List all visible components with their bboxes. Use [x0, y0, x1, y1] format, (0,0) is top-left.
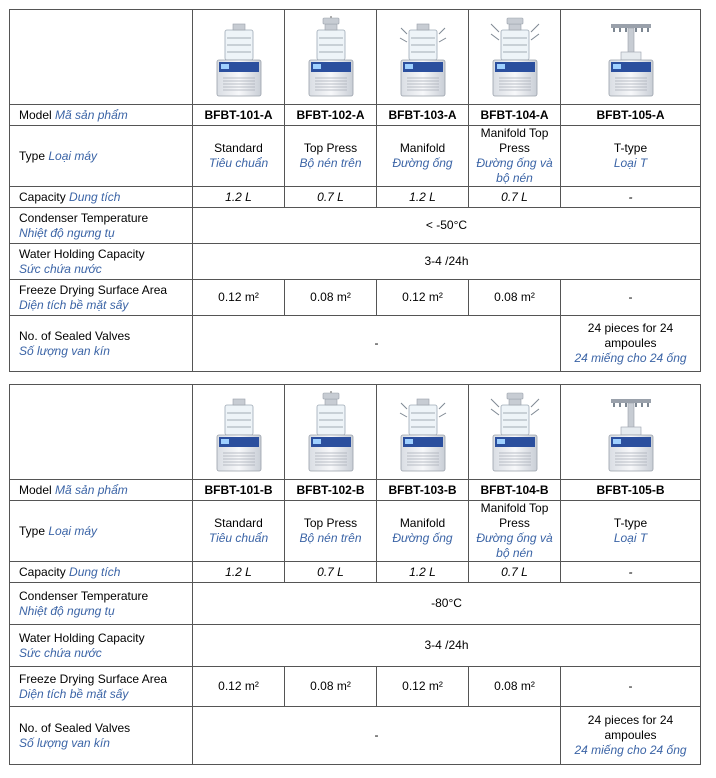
t-type-freeze-dryer-icon-graphic	[603, 391, 659, 473]
valves-row	[10, 707, 701, 765]
product-image-cell	[377, 10, 469, 105]
spec-table-a	[9, 9, 701, 372]
row-label	[10, 208, 193, 244]
label-vi: Sức chứa nước	[19, 261, 102, 276]
t-type-freeze-dryer-icon	[563, 391, 698, 473]
label-en: Model	[19, 482, 52, 497]
water-capacity-value: 3-4 /24h	[193, 244, 701, 280]
type-cell	[377, 126, 469, 187]
manifold-top-press-freeze-dryer-icon	[471, 16, 558, 98]
capacity-cell: 1.2 L	[193, 187, 285, 208]
label-vi: Mã sản phẩm	[55, 482, 128, 497]
capacity-cell: -	[561, 187, 701, 208]
water-row	[10, 244, 701, 280]
label-en: Type	[19, 148, 46, 163]
model-cell: BFBT-101-A	[193, 105, 285, 126]
model-cell: BFBT-105-A	[561, 105, 701, 126]
manifold-top-press-freeze-dryer-icon	[471, 391, 558, 473]
type-en: Manifold	[399, 516, 446, 530]
type-vi: Loại T	[613, 156, 648, 170]
product-image-cell	[561, 385, 701, 480]
capacity-row	[10, 187, 701, 208]
type-en: T-type	[613, 141, 648, 155]
area-cell: 0.08 m²	[469, 667, 561, 707]
type-en: Manifold Top Press	[480, 126, 549, 155]
type-cell	[469, 126, 561, 187]
label-vi: Loại máy	[48, 523, 98, 538]
top-press-freeze-dryer-icon-graphic	[303, 391, 359, 473]
row-label	[10, 126, 193, 187]
water-row	[10, 625, 701, 667]
label-vi: Mã sản phẩm	[55, 107, 128, 122]
type-row	[10, 126, 701, 187]
empty-corner-cell	[10, 10, 193, 105]
valves-common-value: -	[193, 316, 561, 372]
t-type-freeze-dryer-icon-graphic	[603, 16, 659, 98]
row-label	[10, 105, 193, 126]
condenser-row	[10, 583, 701, 625]
type-vi: Tiêu chuẩn	[208, 156, 269, 170]
product-image-cell	[469, 385, 561, 480]
capacity-cell: 1.2 L	[193, 562, 285, 583]
area-cell: 0.08 m²	[469, 280, 561, 316]
image-row	[10, 10, 701, 105]
type-en: Top Press	[303, 141, 358, 155]
label-vi: Dung tích	[69, 189, 121, 204]
label-en: Model	[19, 107, 52, 122]
type-vi: Đường ống và bộ nén	[476, 531, 553, 560]
label-vi: Số lượng van kín	[19, 735, 110, 750]
capacity-cell: 0.7 L	[285, 562, 377, 583]
valves-vi: 24 miếng cho 24 ống	[574, 743, 687, 757]
type-en: T-type	[613, 516, 648, 530]
model-cell: BFBT-105-B	[561, 480, 701, 501]
type-en: Standard	[214, 141, 263, 155]
capacity-cell: 0.7 L	[469, 562, 561, 583]
label-en: Type	[19, 523, 46, 538]
model-cell: BFBT-103-B	[377, 480, 469, 501]
spec-table-b	[9, 384, 701, 765]
condenser-temp-value: < -50°C	[193, 208, 701, 244]
type-cell	[561, 501, 701, 562]
type-en: Top Press	[303, 516, 358, 530]
standard-freeze-dryer-icon	[195, 16, 282, 98]
product-image-cell	[561, 10, 701, 105]
standard-freeze-dryer-icon-graphic	[211, 391, 267, 473]
standard-freeze-dryer-icon	[195, 391, 282, 473]
row-label	[10, 187, 193, 208]
row-label	[10, 280, 193, 316]
manifold-top-press-freeze-dryer-icon-graphic	[487, 16, 543, 98]
model-cell: BFBT-102-B	[285, 480, 377, 501]
row-label	[10, 501, 193, 562]
label-en: Water Holding Capacity	[19, 246, 145, 261]
area-cell: 0.12 m²	[193, 667, 285, 707]
manifold-freeze-dryer-icon-graphic	[395, 16, 451, 98]
capacity-cell: -	[561, 562, 701, 583]
label-en: Condenser Temperature	[19, 210, 149, 225]
condenser-row	[10, 208, 701, 244]
model-cell: BFBT-104-A	[469, 105, 561, 126]
model-row	[10, 480, 701, 501]
valves-vi: 24 miếng cho 24 ống	[574, 351, 687, 365]
type-cell	[285, 126, 377, 187]
row-label	[10, 244, 193, 280]
row-label	[10, 480, 193, 501]
manifold-top-press-freeze-dryer-icon-graphic	[487, 391, 543, 473]
area-cell: 0.12 m²	[377, 667, 469, 707]
valves-row	[10, 316, 701, 372]
type-vi: Bộ nén trên	[299, 156, 362, 170]
row-label	[10, 583, 193, 625]
label-vi: Nhiệt độ ngưng tụ	[19, 225, 115, 240]
water-capacity-value: 3-4 /24h	[193, 625, 701, 667]
label-vi: Dung tích	[69, 564, 121, 579]
capacity-row	[10, 562, 701, 583]
type-vi: Loại T	[613, 531, 648, 545]
image-row	[10, 385, 701, 480]
area-cell: 0.12 m²	[377, 280, 469, 316]
type-cell	[285, 501, 377, 562]
t-type-freeze-dryer-icon	[563, 16, 698, 98]
label-vi: Nhiệt độ ngưng tụ	[19, 603, 115, 618]
type-cell	[193, 126, 285, 187]
product-image-cell	[469, 10, 561, 105]
type-vi: Đường ống	[392, 531, 453, 545]
manifold-freeze-dryer-icon	[379, 16, 466, 98]
top-press-freeze-dryer-icon	[287, 391, 374, 473]
row-label	[10, 316, 193, 372]
empty-corner-cell	[10, 385, 193, 480]
label-en: Freeze Drying Surface Area	[19, 282, 168, 297]
type-cell	[469, 501, 561, 562]
model-cell: BFBT-101-B	[193, 480, 285, 501]
product-image-cell	[193, 385, 285, 480]
type-en: Manifold Top Press	[480, 501, 549, 530]
type-vi: Đường ống	[392, 156, 453, 170]
type-vi: Bộ nén trên	[299, 531, 362, 545]
valves-en: 24 pieces for 24 ampoules	[587, 321, 674, 350]
label-vi: Loại máy	[48, 148, 98, 163]
product-image-cell	[377, 385, 469, 480]
type-cell	[561, 126, 701, 187]
condenser-temp-value: -80°C	[193, 583, 701, 625]
capacity-cell: 1.2 L	[377, 187, 469, 208]
area-row	[10, 280, 701, 316]
valves-ttype-cell	[561, 316, 701, 372]
standard-freeze-dryer-icon-graphic	[211, 16, 267, 98]
manifold-freeze-dryer-icon-graphic	[395, 391, 451, 473]
area-cell: 0.08 m²	[285, 667, 377, 707]
type-en: Manifold	[399, 141, 446, 155]
product-image-cell	[285, 385, 377, 480]
type-vi: Tiêu chuẩn	[208, 531, 269, 545]
area-cell: 0.12 m²	[193, 280, 285, 316]
row-label	[10, 707, 193, 765]
label-vi: Diện tích bề mặt sấy	[19, 686, 129, 701]
area-row	[10, 667, 701, 707]
row-label	[10, 625, 193, 667]
label-vi: Sức chứa nước	[19, 645, 102, 660]
label-vi: Số lượng van kín	[19, 343, 110, 358]
area-cell: -	[561, 667, 701, 707]
product-image-cell	[285, 10, 377, 105]
type-en: Standard	[214, 516, 263, 530]
top-press-freeze-dryer-icon-graphic	[303, 16, 359, 98]
capacity-cell: 1.2 L	[377, 562, 469, 583]
valves-common-value: -	[193, 707, 561, 765]
capacity-cell: 0.7 L	[285, 187, 377, 208]
label-en: Condenser Temperature	[19, 588, 149, 603]
area-cell: -	[561, 280, 701, 316]
model-row	[10, 105, 701, 126]
label-en: Capacity	[19, 189, 66, 204]
capacity-cell: 0.7 L	[469, 187, 561, 208]
label-en: No. of Sealed Valves	[19, 328, 131, 343]
model-cell: BFBT-104-B	[469, 480, 561, 501]
type-vi: Đường ống và bộ nén	[476, 156, 553, 185]
valves-ttype-cell	[561, 707, 701, 765]
label-vi: Diện tích bề mặt sấy	[19, 297, 129, 312]
manifold-freeze-dryer-icon	[379, 391, 466, 473]
label-en: Capacity	[19, 564, 66, 579]
area-cell: 0.08 m²	[285, 280, 377, 316]
row-label	[10, 562, 193, 583]
type-row	[10, 501, 701, 562]
product-image-cell	[193, 10, 285, 105]
label-en: No. of Sealed Valves	[19, 720, 131, 735]
type-cell	[193, 501, 285, 562]
type-cell	[377, 501, 469, 562]
valves-en: 24 pieces for 24 ampoules	[587, 713, 674, 742]
label-en: Freeze Drying Surface Area	[19, 671, 168, 686]
model-cell: BFBT-102-A	[285, 105, 377, 126]
top-press-freeze-dryer-icon	[287, 16, 374, 98]
row-label	[10, 667, 193, 707]
model-cell: BFBT-103-A	[377, 105, 469, 126]
label-en: Water Holding Capacity	[19, 630, 145, 645]
